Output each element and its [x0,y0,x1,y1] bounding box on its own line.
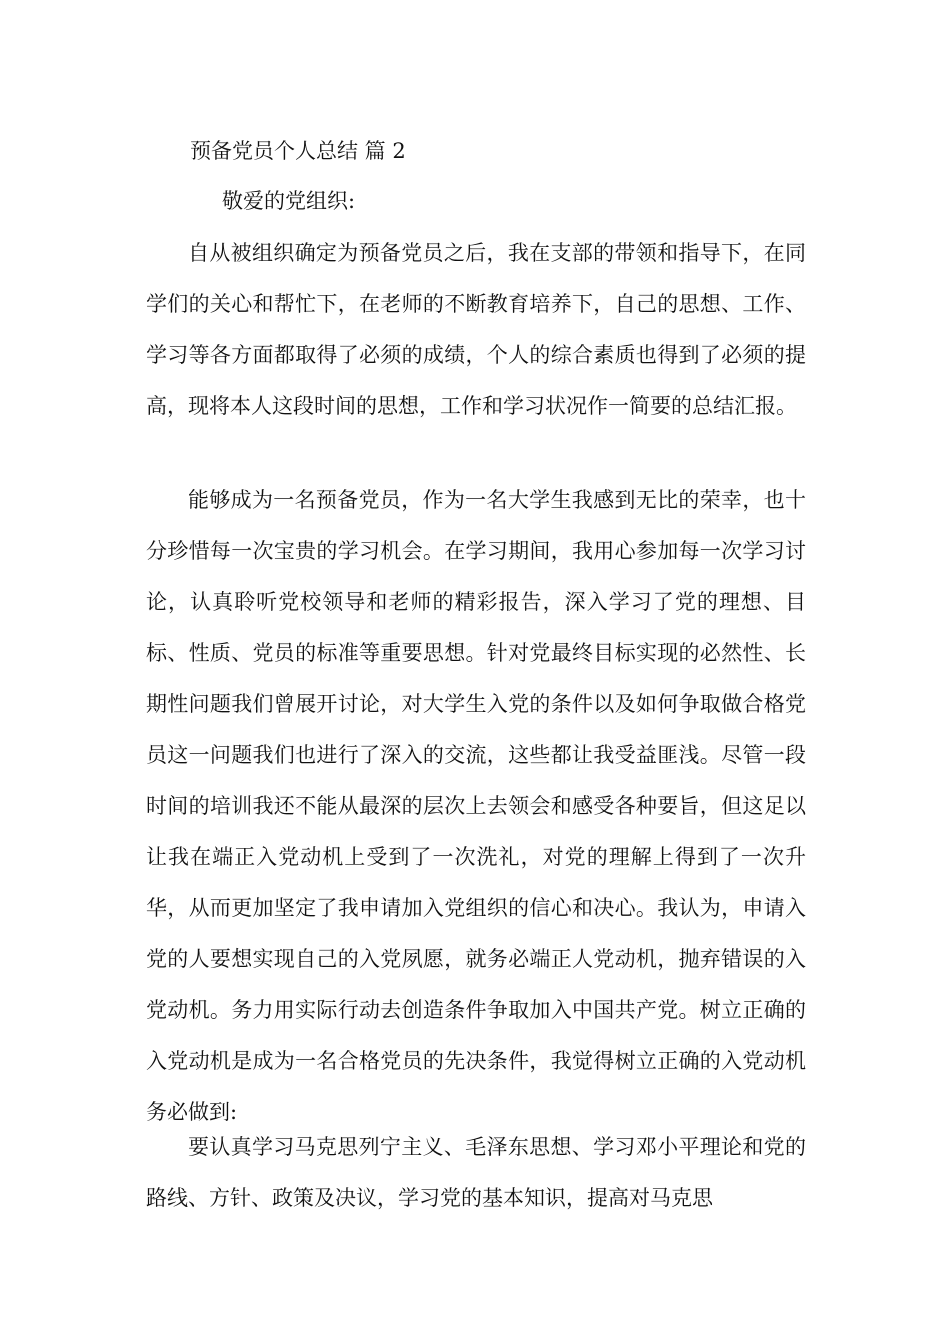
paragraph: 能够成为一名预备党员，作为一名大学生我感到无比的荣幸，也十分珍惜每一次宝贵的学习机会。在学习期间，我用心参加每一次学习讨论，认真聆听党校领导和老师的精彩报告，深入学习了党的理想、目标、性质、党员的标准等重要思想。针对党最终目标实现的必然性、长期性问题我们曾展开讨论，对大学生入党的条件以及如何争取做合格党员这一问题我们也进行了深入的交流，这些都让我受益匪浅。尽管一段时间的培训我还不能从最深的层次上去领会和感受各种要旨，但这足以让我在端正入党动机上受到了一次洗礼，对党的理解上得到了一次升华，从而更加坚定了我申请加入党组织的信心和决心。我认为，申请入党的人要想实现自己的入党夙愿，就务必端正人党动机，抛弃错误的入党动机。务力用实际行动去创造条件争取加入中国共产党。树立正确的入党动机是成为一名合格党员的先决条件，我觉得树立正确的入党动机务必做到: [146,488,806,1124]
salutation: 敬爱的党组织: [222,189,356,213]
paragraph: 自从被组织确定为预备党员之后，我在支部的带领和指导下，在同学们的关心和帮忙下，在老师的不断教育培养下，自己的思想、工作、学习等各方面都取得了必须的成绩，个人的综合素质也得到了必须的提高，现将本人这段时间的思想，工作和学习状况作一简要的总结汇报。 [146,241,806,418]
document-title: 预备党员个人总结 篇 2 [190,139,406,163]
paragraph: 要认真学习马克思列宁主义、毛泽东思想、学习邓小平理论和党的路线、方针、政策及决议，学习党的基本知识，提高对马克思 [146,1135,806,1210]
